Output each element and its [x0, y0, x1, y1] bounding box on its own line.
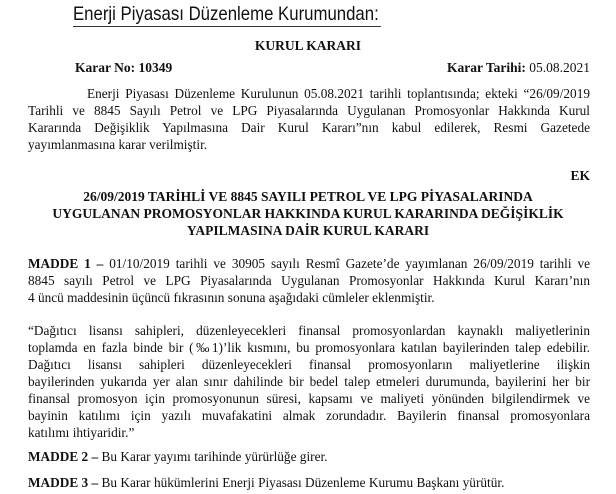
intro-line: Tarihli ve 8845 Sayılı Petrol ve LPG Piyasalarında Uygulanan Promosyonlar Hakkında Kurul: [28, 103, 590, 118]
article-1-label: MADDE 1 –: [28, 256, 104, 271]
intro-line: yayımlanmasına karar verilmiştir.: [28, 137, 208, 152]
article-3-line: [28, 474, 590, 491]
quote-line: “Dağıtıcı lisansı sahipleri, düzenleyecekleri finansal promosyonlardan kaynaklı maliyetlerinin: [28, 323, 590, 338]
article-1: [28, 255, 590, 306]
annex-heading: [0, 188, 616, 239]
annex-label: EK: [570, 168, 590, 183]
intro-line: Enerji Piyasası Düzenleme Kurulunun 05.08.2021 tarihli toplantısında; ekteki “26/09/2019: [87, 86, 590, 101]
annex-heading-line: 26/09/2019 TARİHLİ VE 8845 SAYILI PETROL VE LPG PİYASALARINDA: [83, 189, 533, 204]
article-1-text: 01/10/2019 tarihli ve 30905 sayılı Resmî Gazete’de yayımlanan 26/09/2019 tarihli ve: [103, 256, 590, 271]
quoted-amendment: [28, 322, 590, 441]
quote-line: Dağıtıcı lisansı sahipleri düzenleyecekleri finansal promosyonların maliyetlerine ilişkin: [28, 357, 590, 372]
article-3-label: MADDE 3 –: [28, 475, 99, 490]
article-3: [28, 474, 590, 491]
intro-paragraph: [28, 85, 590, 153]
quote-line: katılımı ihtiyaridir.”: [28, 425, 135, 440]
article-3-text: Bu Karar hükümlerini Enerji Piyasası Düzenleme Kurumu Başkanı yürütür.: [98, 475, 505, 490]
issuer-header: Enerji Piyasası Düzenleme Kurumundan:: [73, 3, 379, 25]
decision-number: Karar No: 10349: [75, 60, 173, 75]
article-2: [28, 448, 590, 465]
article-2-text: Bu Karar yayımı tarihinde yürürlüğe girer.: [98, 449, 328, 464]
decision-date-value: 05.08.2021: [529, 60, 590, 75]
document-title: KURUL KARARI: [254, 38, 362, 53]
decision-date-label: Karar Tarihi:: [446, 60, 526, 75]
quote-line: toplamda en fazla binde bir (‰1)’lik kısmını, bu promosyonlara katılan bayilerinden talep edebilir.: [28, 340, 590, 355]
quote-line: bayinin katılımı için yazılı muvafakatini almak zorundadır. Bayilerin finansal promosyonlara: [28, 408, 590, 423]
quote-line: bayilerinden yukarıda yer alan sınır dahilinde bir bedel talep etmeleri durumunda, bayilerini her bir: [28, 374, 590, 389]
intro-line: Kararında Değişiklik Yapılmasına Dair Kurul Kararı”nın kabul edilerek, Resmi Gazetede: [28, 120, 590, 135]
article-1-line: 4 üncü maddesinin üçüncü fıkrasının sonuna aşağıdaki cümleler eklenmiştir.: [28, 290, 435, 305]
annex-heading-line: YAPILMASINA DAİR KURUL KARARI: [186, 223, 430, 238]
article-1-line: [28, 255, 590, 272]
quote-line: finansal promosyon için promosyonunun süresi, kapsamı ve maliyeti yönünden bilgilendirmek ve: [28, 391, 590, 406]
decision-date: [447, 60, 590, 76]
article-1-line: 8845 sayılı Petrol ve LPG Piyasalarında Uygulanan Promosyonlar Hakkında Kurul Kararı’nın: [28, 273, 590, 288]
article-2-label: MADDE 2 –: [28, 449, 99, 464]
annex-heading-line: UYGULANAN PROMOSYONLAR HAKKINDA KURUL KARARINDA DEĞİŞİKLİK: [52, 206, 564, 221]
article-2-line: [28, 448, 590, 465]
